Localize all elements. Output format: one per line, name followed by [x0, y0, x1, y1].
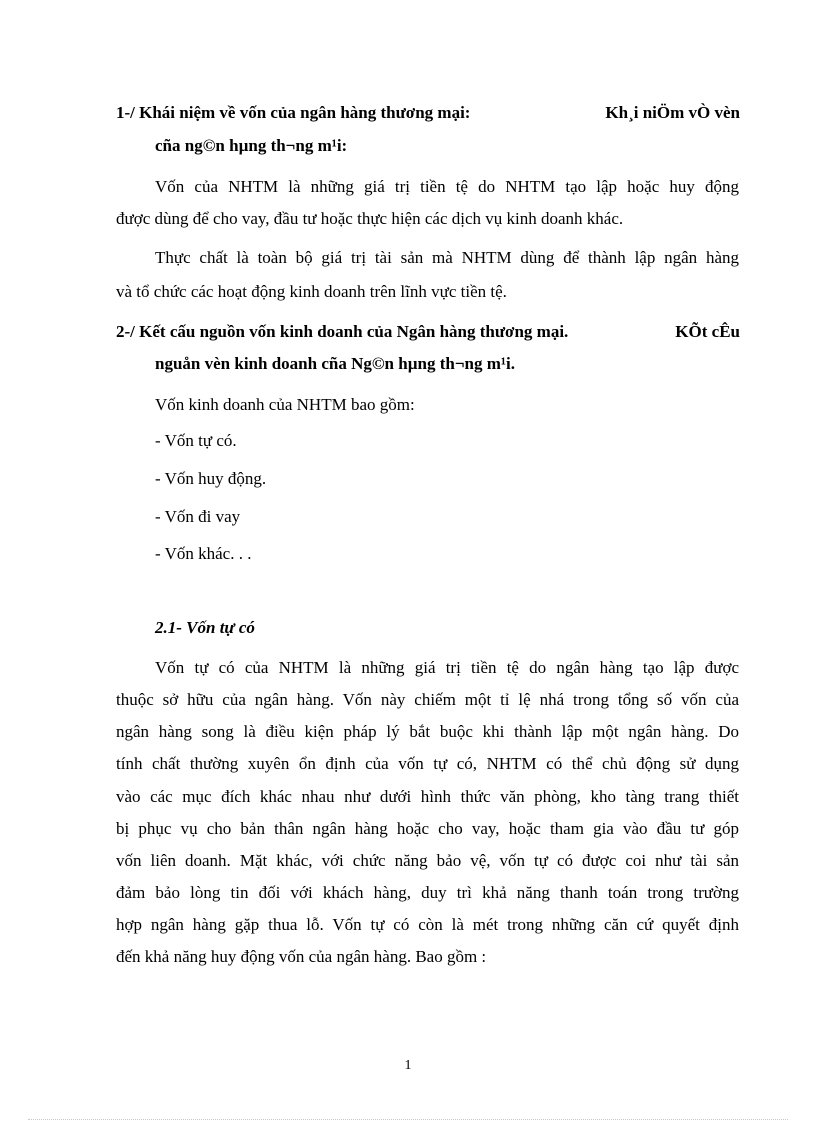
section-1-paragraph-1-line-1: Vốn của NHTM là những giá trị tiền tệ do NHTM tạo lập hoặc huy động	[155, 177, 739, 196]
section-2-1-paragraph-line: bị phục vụ cho bản thân ngân hàng hoặc cho vay, hoặc tham gia vào đầu tư góp	[116, 819, 739, 838]
section-2-heading-line-1	[0, 321, 816, 343]
list-item: - Vốn tự có.	[155, 431, 237, 450]
section-1-heading-line-1	[0, 102, 816, 124]
list-item: - Vốn đi vay	[155, 507, 241, 526]
section-2-1-paragraph-line: ngân hàng song là điều kiện pháp lý bắt buộc khi thành lập một ngân hàng. Do	[116, 722, 739, 741]
section-2-1-paragraph-line: vốn liên doanh. Mặt khác, với chức năng bảo vệ, vốn tự có được coi như tài sản	[116, 851, 739, 870]
section-2-intro: Vốn kinh doanh của NHTM bao gồm:	[155, 395, 415, 414]
section-2-1-heading: 2.1- Vốn tự có	[155, 618, 255, 637]
list-item: - Vốn huy động.	[155, 469, 267, 488]
section-1-heading-garbled: Kh¸i niÖm vÒ vèn	[605, 103, 740, 122]
section-2-1-paragraph-line: vào các mục đích khác nhau như dưới hình thức văn phòng, kho tàng trang thiết	[116, 787, 739, 806]
list-item: - Vốn khác. . .	[155, 544, 252, 563]
section-2-1-paragraph-line: tính chất thường xuyên ổn định của vốn tự có, NHTM có thể chủ động sử dụng	[116, 754, 739, 773]
page-bottom-divider	[28, 1119, 788, 1120]
section-2-1-paragraph-line: hợp ngân hàng gặp thua lỗ. Vốn tự có còn là mét trong những căn cứ quyết định	[116, 915, 739, 934]
section-2-heading-garbled: KÕt cÊu	[675, 322, 740, 341]
section-2-1-paragraph-line: đến khả năng huy động vốn của ngân hàng. Bao gồm :	[116, 947, 487, 966]
section-1-paragraph-1-line-2: được dùng để cho vay, đầu tư hoặc thực hiện các dịch vụ kinh doanh khác.	[116, 209, 624, 228]
page-number: 1	[404, 1058, 412, 1073]
section-2-1-paragraph-line: Vốn tự có của NHTM là những giá trị tiền tệ do ngân hàng tạo lập được	[155, 658, 739, 677]
section-1-paragraph-2-line-2: và tổ chức các hoạt động kinh doanh trên lĩnh vực tiền tệ.	[116, 282, 507, 301]
section-2-1-paragraph-line: thuộc sở hữu của ngân hàng. Vốn này chiếm một tỉ lệ nhá trong tổng số vốn của	[116, 690, 739, 709]
section-2-heading-title: 2-/ Kết cấu nguồn vốn kinh doanh của Ngân hàng thương mại.	[116, 322, 569, 341]
section-1-paragraph-2-line-1: Thực chất là toàn bộ giá trị tài sản mà NHTM dùng để thành lập ngân hàng	[155, 248, 739, 267]
section-1-heading-title: 1-/ Khái niệm về vốn của ngân hàng thương mại:	[116, 103, 471, 122]
section-1-heading-line-2: cña ng©n hµng th¬ng m¹i:	[155, 136, 348, 155]
section-2-1-paragraph-line: đảm bảo lòng tin đối với khách hàng, duy trì khả năng thanh toán trong trường	[116, 883, 739, 902]
section-2-heading-line-2: nguån vèn kinh doanh cña Ng©n hµng th¬ng m¹i.	[155, 354, 515, 373]
